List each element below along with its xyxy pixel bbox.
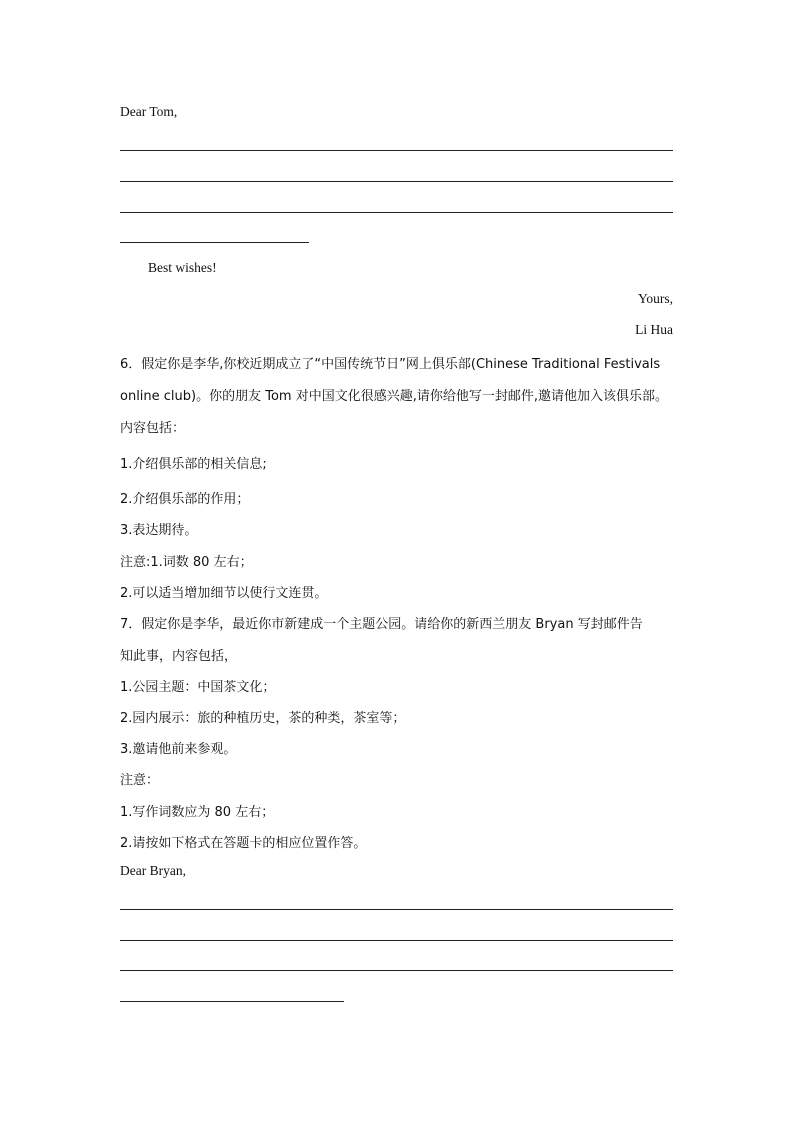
q7-note-2: 2.请按如下格式在答题卡的相应位置作答。 <box>120 836 367 851</box>
q7-line2: 知此事，内容包括， <box>120 649 238 664</box>
q6-content-label: 内容包括： <box>120 421 186 436</box>
letter1-yours: Yours, <box>637 291 673 306</box>
q6-line1: 6．假定你是李华,你校近期成立了“中国传统节日”网上俱乐部(Chinese Traditional Festivals <box>120 357 661 372</box>
letter2-greeting: Dear Bryan, <box>120 863 186 878</box>
q6-note-1: 注意:1.词数 80 左右； <box>120 555 253 570</box>
q7-note-1: 1.写作词数应为 80 左右； <box>120 805 275 820</box>
letter1-closing: Best wishes! <box>148 260 217 275</box>
answer-line <box>120 970 673 971</box>
q6-point-3: 3.表达期待。 <box>120 523 198 538</box>
q7-point-3: 3.邀请他前来参观。 <box>120 742 237 757</box>
answer-line <box>120 181 673 182</box>
letter1-signature: Li Hua <box>635 322 673 337</box>
answer-line-short <box>120 242 309 243</box>
answer-line <box>120 940 673 941</box>
answer-line <box>120 212 673 213</box>
q7-note-label: 注意： <box>120 773 160 788</box>
answer-line <box>120 909 673 910</box>
answer-line-short <box>120 1001 344 1002</box>
q7-point-2: 2.园内展示：旅的种植历史，茶的种类，茶室等； <box>120 711 406 726</box>
q6-point-2: 2.介绍俱乐部的作用； <box>120 492 250 507</box>
q7-point-1: 1.公园主题：中国茶文化； <box>120 680 276 695</box>
q7-line1: 7．假定你是李华，最近你市新建成一个主题公园。请给你的新西兰朋友 Bryan 写封邮件告 <box>120 617 643 632</box>
q6-note-2: 2.可以适当增加细节以使行文连贯。 <box>120 586 328 601</box>
answer-line <box>120 150 673 151</box>
letter1-greeting: Dear Tom, <box>120 104 178 119</box>
q6-line2: online club)。你的朋友 Tom 对中国文化很感兴趣,请你给他写一封邮件,邀请他加入该俱乐部。 <box>120 389 668 404</box>
q6-point-1: 1.介绍俱乐部的相关信息; <box>120 457 267 472</box>
